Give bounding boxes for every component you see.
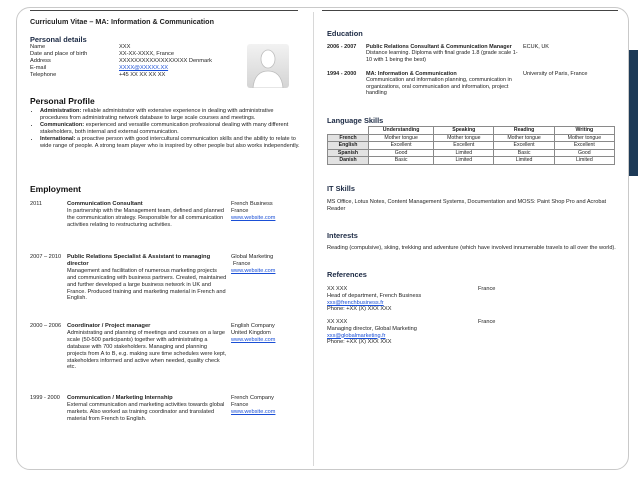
pd-value: XXX <box>119 44 131 50</box>
language-name: Spanish <box>328 149 369 157</box>
it-skills-text: MS Office, Lotus Notes, Content Management Systems, Documentation and MOSS: Paint Shop Pro and Acrobat Reader <box>327 199 607 212</box>
job-employer <box>231 395 301 416</box>
list-item <box>40 108 302 121</box>
pd-value: XX-XX-XXXX, France <box>119 51 174 57</box>
education-description: Communication and information planning, communication in organizations, oral communication and information, project handling <box>366 77 512 97</box>
profile-item-text: a proactive person with good intercultural communication skills and the ability to relate to wide range of people. A strong team player who is inspired by other people but also works independently. <box>40 136 300 149</box>
job-company: French Company <box>231 395 274 401</box>
right-header-rule <box>322 10 618 11</box>
personal-details-heading: Personal details <box>30 35 87 44</box>
pd-label: Name <box>30 44 46 50</box>
profile-heading: Personal Profile <box>30 96 95 106</box>
table-cell: Mother tongue <box>554 134 614 142</box>
table-cell: Limited <box>434 149 494 157</box>
reference-email-link[interactable]: xxx@frenchbusiness.fr <box>327 299 384 306</box>
pd-value: +45 XX XX XX XX <box>119 72 166 78</box>
job-website-link[interactable]: www.website.com <box>231 408 276 415</box>
column-header: Writing <box>554 127 614 135</box>
education-body <box>366 44 521 63</box>
reference-email-link[interactable]: xxx@globalmarketing.fr <box>327 332 386 339</box>
job-date: 1999 - 2000 <box>30 395 60 401</box>
education-school: University of Paris, France <box>523 71 588 77</box>
pd-label: Address <box>30 58 51 64</box>
job-employer <box>231 323 301 344</box>
table-cell: Basic <box>494 149 554 157</box>
job-location: France <box>231 207 249 214</box>
table-cell: Excellent <box>554 142 614 150</box>
profile-item-label: Administration: <box>40 108 82 114</box>
reference-name: XX XXX <box>327 286 348 292</box>
language-heading: Language Skills <box>327 116 384 125</box>
table-row <box>328 157 615 165</box>
job-date: 2007 – 2010 <box>30 254 62 260</box>
language-name: Danish <box>328 157 369 165</box>
job-description: Management and facilitation of numerous marketing projects and communicating with business partners. Created, maintained and further developed a large business network in UK and France. Produced training and marketing material in French and English. <box>67 267 227 302</box>
table-row <box>328 134 615 142</box>
job-employer <box>231 254 301 275</box>
education-title: MA: Information & Communication <box>366 71 457 77</box>
table-cell: Excellent <box>434 142 494 150</box>
email-link[interactable]: XXXX@XXXXX.XX <box>119 65 169 71</box>
table-header-row <box>328 127 615 135</box>
job-location: United Kingdom <box>231 329 271 336</box>
pd-value: XXXXXXXXXXXXXXXXXX Denmark <box>119 58 212 64</box>
column-divider <box>313 12 314 466</box>
job-body <box>67 323 227 371</box>
education-body <box>366 71 521 97</box>
table-row <box>328 149 615 157</box>
table-cell: Basic <box>369 157 434 165</box>
reference-name: XX XXX <box>327 319 348 325</box>
reference-country: France <box>478 319 496 325</box>
job-website-link[interactable]: www.website.com <box>231 267 276 274</box>
table-row <box>328 142 615 150</box>
table-cell: Excellent <box>494 142 554 150</box>
column-header: Understanding <box>369 127 434 135</box>
job-employer <box>231 201 301 222</box>
job-body <box>67 254 227 302</box>
reference-phone: Phone: +XX (X) XXX XXX <box>327 306 392 313</box>
person-silhouette-icon <box>247 44 289 88</box>
reference-role: Head of department, French Business <box>327 292 422 299</box>
education-title: Public Relations Consultant & Communication Manager <box>366 44 512 50</box>
job-company: English Company <box>231 323 275 329</box>
education-heading: Education <box>327 29 363 38</box>
cv-title: Curriculum Vitae – MA: Information & Communication <box>30 17 214 26</box>
table-cell: Good <box>369 149 434 157</box>
job-company: Global Marketing <box>231 254 274 260</box>
pd-label: Telephone <box>30 72 57 78</box>
table-cell: Limited <box>434 157 494 165</box>
table-cell: Mother tongue <box>434 134 494 142</box>
table-cell: Limited <box>494 157 554 165</box>
job-website-link[interactable]: www.website.com <box>231 336 276 343</box>
table-cell: Limited <box>554 157 614 165</box>
interests-heading: Interests <box>327 231 358 240</box>
reference-entry <box>327 286 477 313</box>
column-header: Speaking <box>434 127 494 135</box>
language-name: English <box>328 142 369 150</box>
profile-item-label: International: <box>40 136 76 143</box>
table-cell: Mother tongue <box>369 134 434 142</box>
language-table <box>327 126 615 165</box>
reference-entry <box>327 319 477 346</box>
job-body <box>67 395 227 423</box>
job-date: 2011 <box>30 201 43 207</box>
list-item <box>40 136 302 149</box>
job-location: France <box>233 260 251 267</box>
list-item <box>40 122 302 135</box>
job-date: 2000 – 2006 <box>30 323 62 329</box>
profile-item-text: experienced and versatile communication professional dealing with many different stakeholders, both internal and external communication. <box>40 122 289 135</box>
table-corner <box>328 127 369 135</box>
job-title: Communication Consultant <box>67 201 143 207</box>
reference-role: Managing director, Global Marketing <box>327 325 417 332</box>
it-skills-heading: IT Skills <box>327 184 355 193</box>
job-title: Communication / Marketing Internship <box>67 395 173 401</box>
job-title: Public Relations Specialist & Assistant to managing director <box>67 254 211 267</box>
table-cell: Mother tongue <box>494 134 554 142</box>
references-heading: References <box>327 270 367 279</box>
education-date: 1994 - 2000 <box>327 71 357 77</box>
reference-country: France <box>478 286 496 292</box>
column-header: Reading <box>494 127 554 135</box>
left-header-rule <box>30 10 298 11</box>
job-location: France <box>231 401 249 408</box>
job-description: Administrating and planning of meetings and courses on a large scale (50-500 participants) together with administrating a database with 700 stakeholders. Managing and planning projects from A to B, e.g. making sure time schedules were kept, stakeholders informed and active when needed, quality check etc. <box>67 329 227 371</box>
side-accent-tab <box>629 50 638 176</box>
reference-phone: Phone: +XX (X) XXX XXX <box>327 339 392 346</box>
interests-text: Reading (compulsive), skiing, trekking and adventure (which have involved innumerable travels to all over the world). <box>327 245 616 251</box>
pd-label: Date and place of birth <box>30 51 88 57</box>
job-title: Coordinator / Project manager <box>67 323 151 329</box>
table-cell: Good <box>554 149 614 157</box>
language-name: French <box>328 134 369 142</box>
job-description: External communication and marketing activities towards global markets. Also worked as training coordinator and translated material from French to English. <box>67 401 225 422</box>
employment-heading: Employment <box>30 184 82 194</box>
job-website-link[interactable]: www.website.com <box>231 214 276 221</box>
profile-list <box>30 108 302 151</box>
job-description: In partnership with the Management team, defined and planned the communication strategy. Responsible for all communication activities relating to restructuring activities. <box>67 207 225 228</box>
profile-item-text: reliable administrator with extensive experience in dealing with administrative procedures from administrating network database to large scale courses and meetings. <box>40 108 274 121</box>
job-company: French Business <box>231 201 273 207</box>
education-description: Distance learning. Diploma with final grade 1.8 (grade scale 1-10 with 1 being the best) <box>366 50 518 63</box>
profile-item-label: Communication: <box>40 122 85 129</box>
table-cell: Excellent <box>369 142 434 150</box>
pd-label: E-mail <box>30 65 47 71</box>
education-school: ECUK, UK <box>523 44 549 50</box>
job-body <box>67 201 227 229</box>
education-date: 2006 - 2007 <box>327 44 357 50</box>
